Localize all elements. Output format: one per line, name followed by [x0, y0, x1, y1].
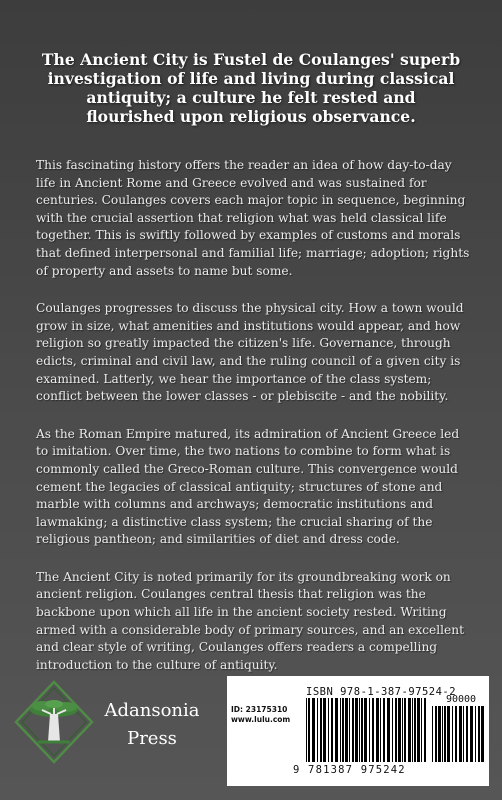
barcode-bar: [475, 706, 476, 762]
barcode-bar: [328, 698, 329, 762]
barcode-bar: [424, 698, 426, 762]
barcode-bar: [438, 706, 441, 762]
barcode-bar: [342, 698, 344, 762]
publisher-name-line-1: Adansonia: [104, 700, 200, 721]
price-code: 90000: [445, 694, 477, 705]
barcode-bar: [335, 698, 338, 762]
barcode-bar: [320, 698, 322, 762]
barcode-bar: [317, 698, 318, 762]
barcode-bar: [331, 698, 333, 762]
barcode-bar: [352, 698, 354, 762]
barcode-bar: [387, 698, 390, 762]
blurb-paragraph-1: This fascinating history offers the reader an idea of how day-to-day life in Ancient Rome and Greece evolved and was sustained for centuries. Coulanges covers each major topic in sequence, beginning with the crucial assertion that religion what was held classical life together. This is swiftly followed by examples of customs and morals that defined interpersonal and familial life; marriage; adoption; rights of property and assets to name but some.: [36, 158, 470, 278]
barcode-bar: [435, 706, 437, 762]
blurb-body: [36, 157, 470, 694]
lulu-url: www.lulu.com: [231, 715, 291, 724]
isbn-text: ISBN 978-1-387-97524-2: [306, 686, 457, 698]
barcode-bar: [444, 706, 446, 762]
barcode-bar: [345, 698, 348, 762]
barcode-bar: [481, 706, 484, 762]
ean-barcode-bars: [306, 698, 430, 762]
barcode-bar: [372, 698, 374, 762]
barcode-bar: [402, 698, 403, 762]
barcode-bar: [398, 698, 401, 762]
barcode-bar: [364, 698, 367, 762]
ean-digits: 9 781387 975242: [293, 764, 406, 776]
barcode-bar: [459, 706, 462, 762]
barcode-bar: [447, 706, 450, 762]
barcode-bar: [442, 706, 443, 762]
barcode-bar: [455, 706, 457, 762]
addon-barcode-bars: [432, 706, 484, 762]
barcode-bar: [470, 706, 473, 762]
blurb-paragraph-3: As the Roman Empire matured, its admiration of Ancient Greece led to imitation. Over time, the two nations to combine to form what is commonly called the Greco-Roman culture. This convergence would cement the legacies of classical antiquity; structures of stone and marble with columns and archways; democratic institutions and lawmaking; a distinctive class system; the crucial sharing of the religious pantheon; and similarities of diet and dress code.: [36, 426, 460, 547]
barcode-bar: [380, 698, 381, 762]
barcode-bar: [395, 698, 397, 762]
back-cover-headline: The Ancient City is Fustel de Coulanges' superb investigation of life and living during classical antiquity; a culture he felt rested and flourished upon religious observance.: [41, 50, 461, 126]
barcode-bar: [463, 706, 464, 762]
barcode-bar: [421, 698, 422, 762]
barcode-bar: [452, 706, 453, 762]
barcode-bar: [383, 698, 385, 762]
baobab-tree-logo-icon: [14, 680, 94, 765]
blurb-paragraph-2: Coulanges progresses to discuss the physical city. How a town would grow in size, what amenities and institutions would appear, and how religion so greatly impacted the citizen's life. Governance, through edicts, criminal and civil law, and the ruling council of a given city is examined. Latterly, we hear the importance of the class system; conflict between the lower classes - or plebiscite - and the nobility.: [36, 301, 464, 404]
publisher-name: [102, 697, 202, 753]
barcode-bar: [355, 698, 358, 762]
barcode-bar: [414, 698, 416, 762]
barcode-bar: [312, 698, 315, 762]
barcode-bar: [432, 706, 433, 762]
barcode-bar: [323, 698, 326, 762]
barcode-bar: [349, 698, 350, 762]
barcode-bar: [412, 698, 413, 762]
barcode-bar: [404, 698, 406, 762]
barcode-bar: [417, 698, 420, 762]
barcode-bar: [340, 698, 341, 762]
lulu-id: ID: 23175310: [231, 705, 288, 714]
barcode-bar: [408, 698, 411, 762]
barcode-bar: [306, 698, 307, 762]
barcode-bar: [369, 698, 370, 762]
barcode-bar: [359, 698, 360, 762]
isbn-barcode-panel: [227, 676, 489, 786]
barcode-bar: [466, 706, 468, 762]
barcode-bar: [478, 706, 480, 762]
blurb-paragraph-4: The Ancient City is noted primarily for its groundbreaking work on ancient religion. Coulanges central thesis that religion was the backbone upon which all life in the ancient society rested. Writing armed with a considerable body of primary sources, and an excellent and clear style of writing, Coulanges offers readers a compelling introduction to the culture of antiquity.: [36, 569, 465, 672]
barcode-bar: [376, 698, 379, 762]
barcode-bar: [308, 698, 310, 762]
barcode-bar: [392, 698, 393, 762]
publisher-name-line-2: Press: [127, 728, 177, 749]
barcode-bar: [361, 698, 363, 762]
